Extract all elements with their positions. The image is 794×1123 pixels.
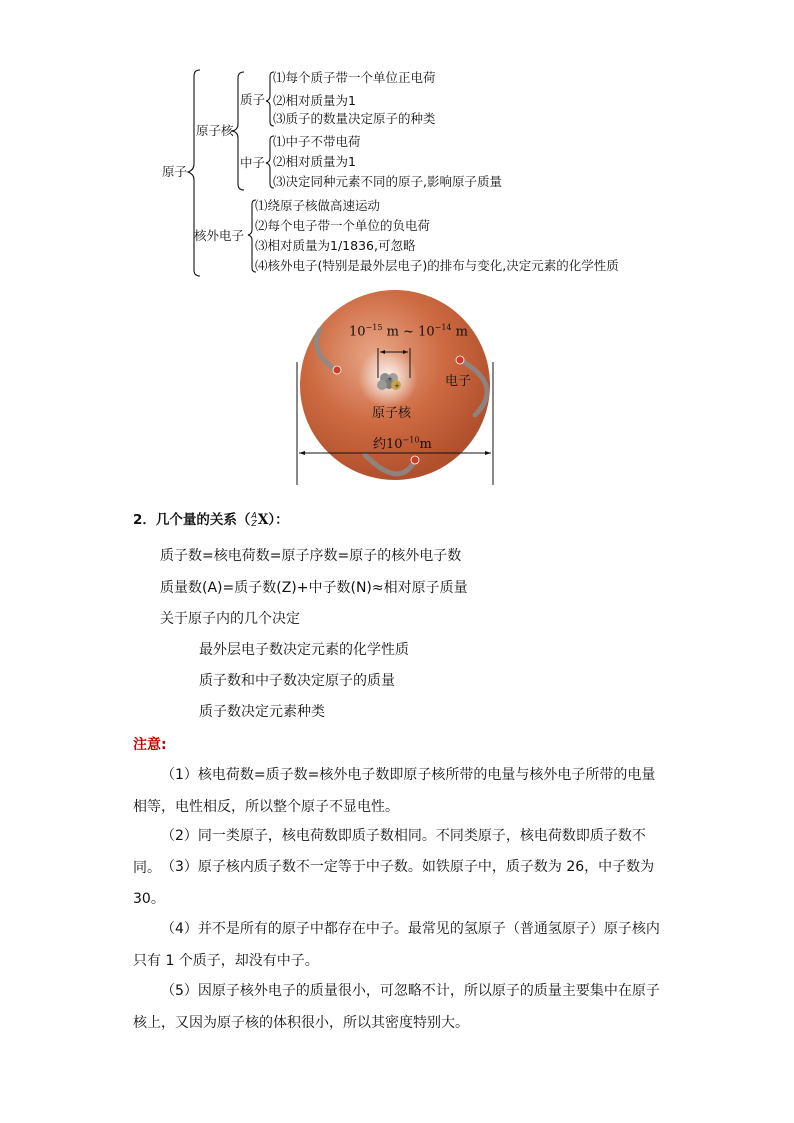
note-paragraph: （4）并不是所有的原子中都存在中子。最常见的氢原子（普通氢原子）原子核内只有 1 个质子，却没有中子。 [133, 921, 660, 969]
relation-line: 质子数=核电荷数=原子序数=原子的核外电子数 [160, 548, 462, 564]
atom-structure-tree [0, 0, 794, 290]
electron-item: ⑵每个电子带一个单位的负电荷 [255, 218, 431, 233]
relation-line: 质子数和中子数决定原子的质量 [199, 673, 395, 689]
tree-neutron-label: 中子 [240, 155, 266, 170]
proton-item: ⑴每个质子带一个单位正电荷 [273, 70, 436, 85]
relation-line: 质子数决定元素种类 [199, 704, 325, 720]
electron-label: 电子 [445, 374, 472, 389]
electron-dot [333, 366, 341, 374]
tree-proton-label: 质子 [240, 92, 266, 107]
electron-dot [411, 456, 419, 464]
neutron-item: ⑴中子不带电荷 [273, 134, 361, 149]
neutron-item: ⑶决定同种元素不同的原子,影响原子质量 [273, 174, 502, 189]
section-title: 2．几个量的关系（A ZX）： [133, 511, 289, 528]
relation-line: 最外层电子数决定元素的化学性质 [199, 642, 409, 658]
tree-root-label: 原子 [162, 164, 188, 179]
atom-size-label: 约$10^{-10}m$ [373, 435, 432, 452]
electron-item: ⑴绕原子核做高速运动 [255, 198, 381, 213]
relation-line: 质量数(A)=质子数(Z)+中子数(N)≈相对原子质量 [160, 580, 468, 596]
electron-item: ⑶相对质量为1/1836,可忽略 [255, 238, 416, 253]
tree-nucleus-label: 原子核 [196, 123, 234, 138]
nuclide-notation: A Z [251, 511, 257, 528]
note-paragraph: （5）因原子核外电子的质量很小，可忽略不计，所以原子的质量主要集中在原子核上，又因为原子核的体积很小，所以其密度特别大。 [133, 983, 660, 1031]
proton-item: ⑵相对质量为1 [273, 93, 356, 108]
svg-text:+: + [387, 375, 393, 383]
nucleus-size-label: $10^{-15}$ m ~ $10^{-14}$ m [349, 323, 468, 340]
svg-text:+: + [394, 382, 400, 390]
atom-drawing [290, 290, 500, 490]
electron-item: ⑷核外电子(特别是最外层电子)的排布与变化,决定元素的化学性质 [255, 258, 619, 273]
note-paragraph: （3）原子核内质子数不一定等于中子数。如铁原子中，质子数为 26，中子数为 30。 [133, 859, 655, 907]
tree-electron-label: 核外电子 [194, 228, 245, 243]
neutron-item: ⑵相对质量为1 [273, 154, 356, 169]
note-paragraph: （2）同一类原子，核电荷数即质子数相同。不同类原子，核电荷数即质子数不同。 [133, 828, 646, 876]
nucleus-label: 原子核 [372, 406, 412, 421]
electron-dot [456, 356, 464, 364]
relation-line: 关于原子内的几个决定 [160, 611, 300, 627]
note-paragraph: （1）核电荷数=质子数=核外电子数即原子核所带的电量与核外电子所带的电量相等，电性相反，所以整个原子不显电性。 [133, 767, 656, 815]
proton-item: ⑶质子的数量决定原子的种类 [273, 111, 436, 126]
atom-model-figure [290, 290, 500, 490]
notes-title: 注意: [133, 737, 167, 753]
